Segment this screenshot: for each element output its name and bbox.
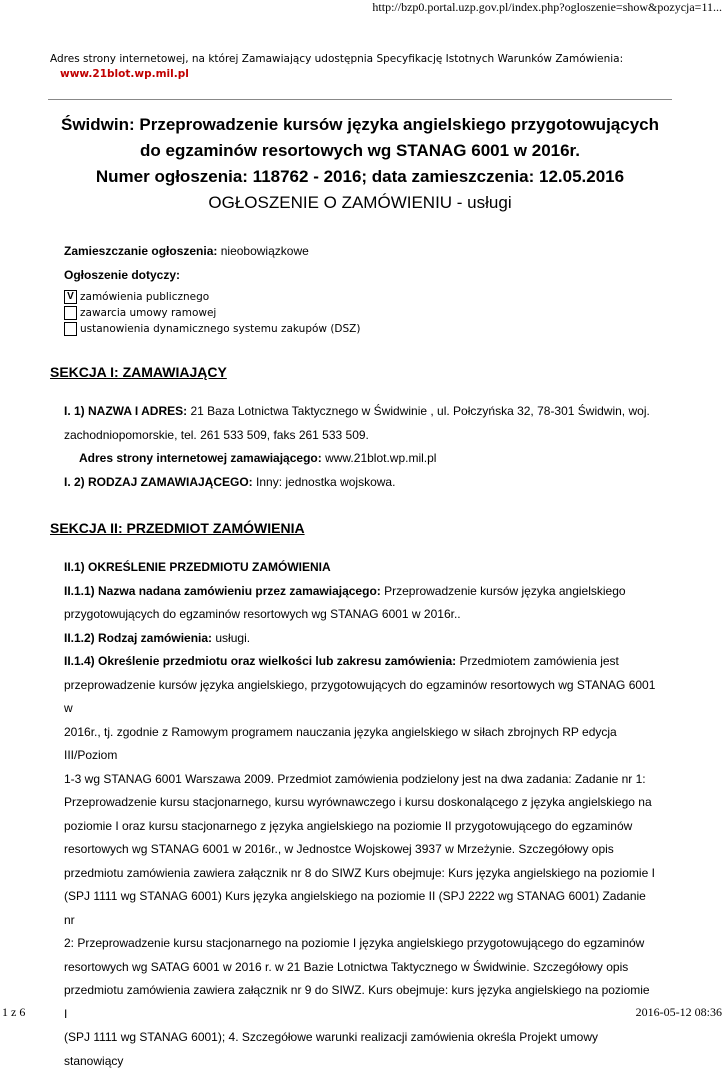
- order-description-line: przedmiotu zamówienia zawiera załącznik nr 9 do SIWZ. Kurs obejmuje: kurs języka angielskiego na poziomie I: [64, 983, 650, 1021]
- order-description-line: (SPJ 1111 wg STANAG 6001) Kurs języka angielskiego na poziomie II (SPJ 2222 wg STANAG 6001) Zadanie nr: [64, 889, 646, 927]
- name-address-label: I. 1) NAZWA I ADRES:: [64, 404, 188, 418]
- order-kind-value: usługi.: [215, 630, 251, 645]
- section-2-heading: SEKCJA II: PRZEDMIOT ZAMÓWIENIA: [50, 520, 305, 536]
- order-description-line: Przeprowadzenie kursu stacjonarnego, kursu wyrównawczego i kursu doskonalącego z języka angielskiego na: [64, 795, 652, 809]
- authority-type: [64, 471, 656, 495]
- title-line-3: Numer ogłoszenia: 118762 - 2016; data zamieszczenia: 12.05.2016: [95, 167, 625, 186]
- order-description-line: resortowych wg SATAG 6001 w 2016 r. w 21 Bazie Lotnictwa Taktycznego w Świdwinie. Szczegółowy opis: [64, 959, 629, 974]
- order-name-label: II.1.1) Nazwa nadana zamówieniu przez zamawiającego:: [64, 583, 381, 598]
- order-description-line: poziomie I oraz kursu stacjonarnego z języka angielskiego na poziomie II przygotowującego do egzaminów: [64, 818, 633, 833]
- section-1-body: [64, 400, 656, 494]
- checkbox: V: [64, 290, 77, 304]
- placement-row: [64, 244, 309, 258]
- concerns-option: [64, 321, 360, 337]
- order-description: [64, 650, 656, 674]
- order-kind: [64, 627, 656, 651]
- title-line-1: Świdwin: Przeprowadzenie kursów języka angielskiego przygotowujących: [61, 115, 659, 134]
- order-kind-label: II.1.2) Rodzaj zamówienia:: [64, 630, 213, 645]
- contracting-authority-name: [64, 400, 656, 424]
- order-description-line: (SPJ 1111 wg STANAG 6001); 4. Szczegółowe warunki realizacji zamówienia określa Projekt umowy stanowiący: [64, 1030, 598, 1068]
- section-2-body: [64, 556, 656, 1073]
- page-indicator: 1 z 6: [2, 1005, 26, 1019]
- concerns-checkbox-list: [64, 289, 360, 337]
- page-title: [48, 112, 672, 216]
- authority-type-label: I. 2) RODZAJ ZAMAWIAJĄCEGO:: [64, 474, 253, 489]
- checkbox: [64, 306, 77, 320]
- order-description-line: Przedmiotem zamówienia jest: [459, 654, 619, 668]
- website-note-url[interactable]: www.21blot.wp.mil.pl: [60, 68, 189, 80]
- order-name: [64, 580, 656, 604]
- concerns-option: [64, 289, 360, 305]
- authority-website-label: Adres strony internetowej zamawiającego:: [79, 451, 322, 465]
- order-description-line: 1-3 wg STANAG 6001 Warszawa 2009. Przedmiot zamówienia podzielony jest na dwa zadania: Zadanie nr 1:: [64, 771, 646, 786]
- checkbox-label: ustanowienia dynamicznego systemu zakupów (DSZ): [80, 323, 361, 335]
- divider: [48, 99, 672, 100]
- order-description-line: 2: Przeprowadzenie kursu stacjonarnego na poziomie I języka angielskiego przygotowującego do egzaminów: [64, 936, 645, 950]
- checkbox-label: zawarcia umowy ramowej: [80, 307, 217, 319]
- order-name-value-1: Przeprowadzenie kursów języka angielskiego: [384, 583, 626, 598]
- order-description-label: II.1.4) Określenie przedmiotu oraz wielkości lub zakresu zamówienia:: [64, 654, 457, 668]
- order-name-value-2: przygotowujących do egzaminów resortowych wg STANAG 6001 w 2016r..: [64, 607, 461, 621]
- website-note: [50, 52, 623, 82]
- section-1-heading: SEKCJA I: ZAMAWIAJĄCY: [50, 364, 227, 380]
- checkbox-label: zamówienia publicznego: [80, 291, 210, 303]
- title-line-4: OGŁOSZENIE O ZAMÓWIENIU - usługi: [208, 193, 512, 212]
- order-description-line: przedmiotu zamówienia zawiera załącznik nr 8 do SIWZ Kurs obejmuje: Kurs języka angielskiego na poziomie I: [64, 865, 655, 880]
- placement-value: nieobowiązkowe: [220, 244, 309, 258]
- browser-url: http://bzp0.portal.uzp.gov.pl/index.php?ogloszenie=show&pozycja=11...: [372, 0, 722, 14]
- print-timestamp: 2016-05-12 08:36: [635, 1005, 722, 1019]
- checkbox: [64, 322, 77, 336]
- placement-label: Zamieszczanie ogłoszenia:: [64, 244, 218, 258]
- section-2-subheading: II.1) OKREŚLENIE PRZEDMIOTU ZAMÓWIENIA: [64, 560, 331, 574]
- authority-website-value: www.21blot.wp.mil.pl: [325, 451, 437, 465]
- authority-type-value: Inny: jednostka wojskowa.: [256, 474, 396, 489]
- name-address-value-1: 21 Baza Lotnictwa Taktycznego w Świdwinie , ul. Połczyńska 32, 78-301 Świdwin, woj.: [190, 404, 650, 418]
- authority-website: [64, 447, 656, 471]
- concerns-label: Ogłoszenie dotyczy:: [64, 268, 181, 282]
- website-note-text: Adres strony internetowej, na której Zamawiający udostępnia Specyfikację Istotnych Warunków Zamówienia:: [50, 53, 624, 65]
- name-address-value-2: zachodniopomorskie, tel. 261 533 509, faks 261 533 509.: [64, 427, 369, 442]
- order-description-line: przeprowadzenie kursów języka angielskiego, przygotowujących do egzaminów resortowych wg STANAG 6001 w: [64, 677, 656, 715]
- concerns-option: [64, 305, 360, 321]
- title-line-2: do egzaminów resortowych wg STANAG 6001 w 2016r.: [140, 141, 580, 160]
- order-description-line: 2016r., tj. zgodnie z Ramowym programem nauczania języka angielskiego w siłach zbrojnych RP edycja III/Poziom: [64, 724, 617, 762]
- order-description-line: resortowych wg STANAG 6001 w 2016r., w Jednostce Wojskowej 3937 w Mrzeżynie. Szczegółowy opis: [64, 842, 614, 856]
